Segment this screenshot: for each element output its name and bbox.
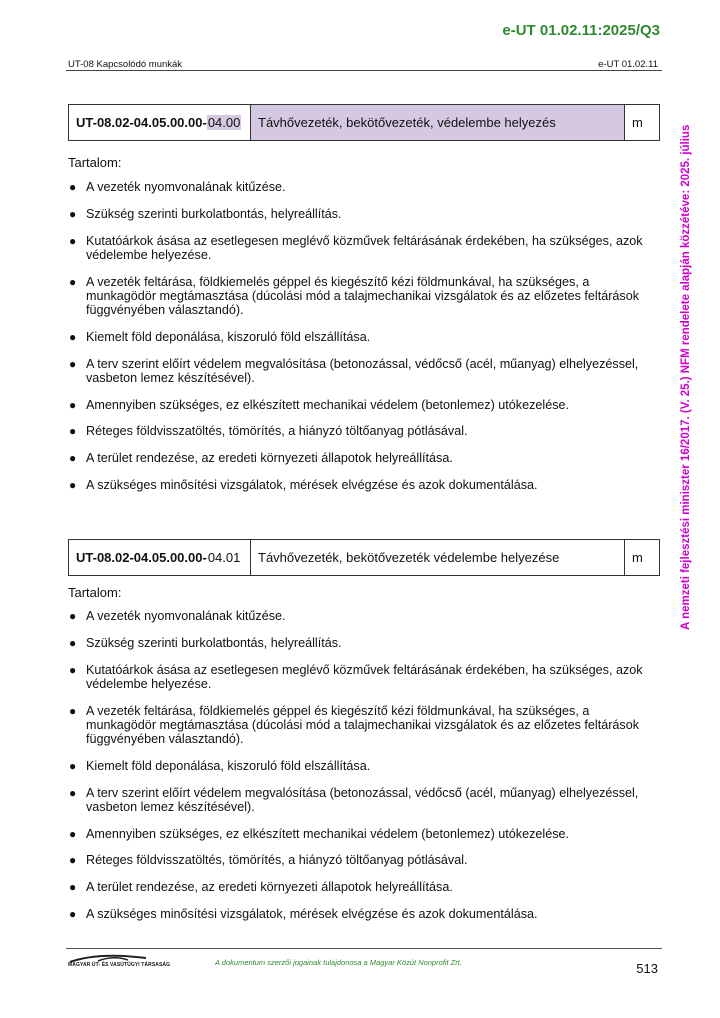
bullet-icon: ● xyxy=(69,180,77,194)
content-list xyxy=(68,609,660,921)
bullet-icon: ● xyxy=(69,703,77,718)
list-item: ● Kiemelt föld deponálása, kiszoruló föld elszállítása. xyxy=(69,758,371,773)
running-header-right: e-UT 01.02.11 xyxy=(598,59,658,70)
work-item-title-text: Távhővezeték, bekötővezeték, védelembe helyezés xyxy=(258,115,556,130)
bullet-icon: ● xyxy=(69,826,77,841)
work-item-code-row xyxy=(68,104,660,141)
bullet-icon: ● xyxy=(69,609,77,623)
list-item: ● A szükséges minősítési vizsgálatok, mérések elvégzése és azok dokumentálása. xyxy=(69,477,538,492)
list-item: ● A vezeték feltárása, földkiemelés géppel és kiegészítő kézi földmunkával, ha szükséges, a munkagödör megtámasztása (dúcolási mód a talajmechanikai vizsgálatok és az előzetes feltárások függvényében választandó). xyxy=(69,703,640,746)
list-item: ● Kiemelt föld deponálása, kiszoruló föld elszállítása. xyxy=(69,329,371,344)
header-divider xyxy=(66,70,662,71)
document-code: e-UT 01.02.11:2025/Q3 xyxy=(502,22,660,39)
content-label: Tartalom: xyxy=(68,585,122,600)
content-list xyxy=(68,180,660,492)
page-number: 513 xyxy=(636,961,658,976)
bullet-icon: ● xyxy=(69,451,77,466)
bullet-icon: ● xyxy=(69,397,77,412)
content-label: Tartalom: xyxy=(68,155,122,170)
bullet-icon: ● xyxy=(69,906,77,921)
work-item-code xyxy=(69,105,251,140)
work-item-unit: m xyxy=(632,115,643,130)
publication-side-note: A nemzeti fejlesztési miniszter 16/2017. (V. 25.) NFM rendelete alapján közzétéve: 2025. július xyxy=(680,124,692,630)
work-item-unit: m xyxy=(632,550,643,565)
list-item: ● A vezeték feltárása, földkiemelés géppel és kiegészítő kézi földmunkával, ha szükséges, a munkagödör megtámasztása (dúcolási mód a talajmechanikai vizsgálatok és az előzetes feltárások függvényében választandó). xyxy=(69,274,640,317)
list-item: ● A terület rendezése, az eredeti környezeti állapotok helyreállítása. xyxy=(69,451,453,466)
footer-divider xyxy=(66,948,662,949)
list-item: ● Réteges földvisszatöltés, tömörítés, a hiányzó töltőanyag pótlásával. xyxy=(69,853,468,868)
bullet-icon: ● xyxy=(69,206,77,221)
work-item-code-main: UT-08.02-04.05.00.00- xyxy=(76,115,207,130)
bullet-icon: ● xyxy=(69,424,77,439)
work-item-code-main: UT-08.02-04.05.00.00- xyxy=(76,550,207,565)
list-item: ● Amennyiben szükséges, ez elkészített mechanikai védelem (betonlemez) utókezelése. xyxy=(69,826,570,841)
running-header-left: UT-08 Kapcsolódó munkák xyxy=(68,59,183,70)
association-name: MAGYAR ÚT- ÉS VASÚTÜGYI TÁRSASÁG xyxy=(68,962,171,968)
list-item: ● Réteges földvisszatöltés, tömörítés, a hiányzó töltőanyag pótlásával. xyxy=(69,424,468,439)
work-item-section xyxy=(68,539,660,934)
bullet-icon: ● xyxy=(69,233,77,248)
list-item: ● A terv szerint előírt védelem megvalósítása (betonozással, védőcső (acél, műanyag) elhelyezéssel, vasbeton lemez készítésével). xyxy=(69,356,639,385)
bullet-icon: ● xyxy=(69,356,77,371)
list-item: ● A vezeték nyomvonalának kitűzése. xyxy=(69,180,286,194)
work-item-title xyxy=(251,540,625,575)
work-item-code-suffix: 04.01 xyxy=(207,550,241,565)
list-item: ● A terület rendezése, az eredeti környezeti állapotok helyreállítása. xyxy=(69,880,453,895)
list-item: ● Amennyiben szükséges, ez elkészített mechanikai védelem (betonlemez) utókezelése. xyxy=(69,397,570,412)
work-item-title xyxy=(251,105,625,140)
work-item-title-text: Távhővezeték, bekötővezeték védelembe helyezése xyxy=(258,550,560,565)
bullet-icon: ● xyxy=(69,853,77,868)
list-item: ● Szükség szerinti burkolatbontás, helyreállítás. xyxy=(69,206,342,221)
copyright-note: A dokumentum szerzői jogainak tulajdonosa a Magyar Közút Nonprofit Zrt. xyxy=(215,958,462,967)
bullet-icon: ● xyxy=(69,758,77,773)
work-item-section xyxy=(68,104,660,505)
bullet-icon: ● xyxy=(69,274,77,289)
list-item: ● A terv szerint előírt védelem megvalósítása (betonozással, védőcső (acél, műanyag) elhelyezéssel, vasbeton lemez készítésével). xyxy=(69,785,639,814)
bullet-icon: ● xyxy=(69,662,77,677)
bullet-icon: ● xyxy=(69,785,77,800)
list-item: ● Kutatóárkok ásása az esetlegesen meglévő közművek feltárásának érdekében, ha szükséges, azok védelembe helyezése. xyxy=(69,233,643,262)
bullet-icon: ● xyxy=(69,329,77,344)
list-item: ● A szükséges minősítési vizsgálatok, mérések elvégzése és azok dokumentálása. xyxy=(69,906,538,921)
work-item-code xyxy=(69,540,251,575)
bullet-icon: ● xyxy=(69,477,77,492)
work-item-code-suffix: 04.00 xyxy=(207,115,241,130)
list-item: ● Szükség szerinti burkolatbontás, helyreállítás. xyxy=(69,635,342,650)
list-item: ● Kutatóárkok ásása az esetlegesen meglévő közművek feltárásának érdekében, ha szükséges, azok védelembe helyezése. xyxy=(69,662,643,691)
list-item: ● A vezeték nyomvonalának kitűzése. xyxy=(69,609,286,623)
work-item-code-row xyxy=(68,539,660,576)
bullet-icon: ● xyxy=(69,635,77,650)
bullet-icon: ● xyxy=(69,880,77,895)
